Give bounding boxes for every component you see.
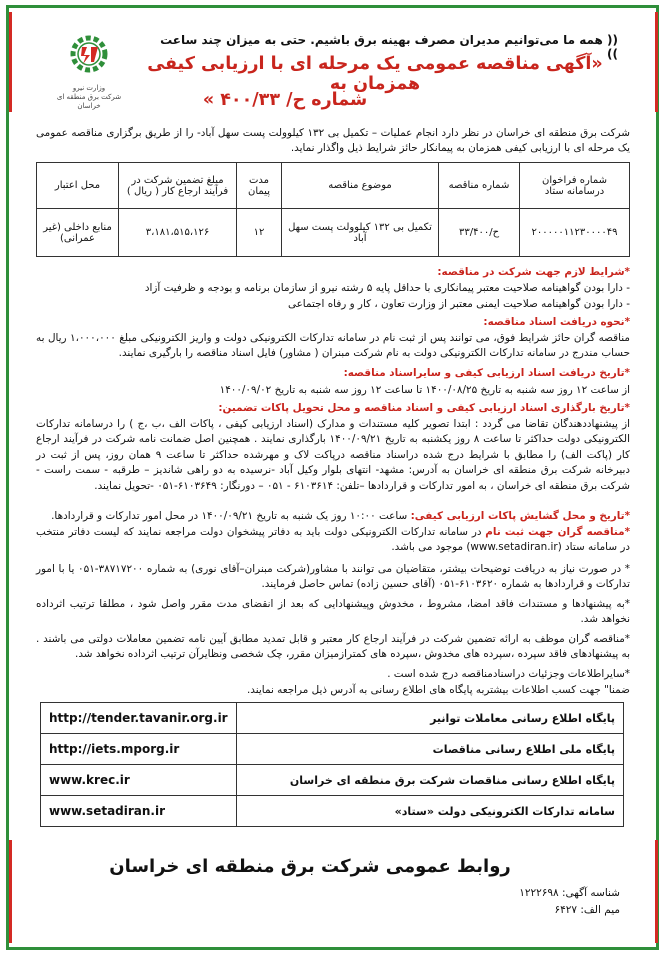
requirement-line: - دارا بودن گواهینامه صلاحیت ایمنی معتبر از وزارت تعاون ، کار و رفاه اجتماعی: [287, 298, 630, 310]
section-heading: *شرایط لازم جهت شرکت در مناقصه:: [437, 266, 630, 278]
section-heading: *مناقصه گران جهت ثبت نام: [485, 526, 631, 538]
section-text: * در صورت نیاز به دریافت توضیحات بیشتر، متقاضیان می توانند با مشاور(شرکت مبنران–آقای نوری) به شماره ۳۸۷۱۷۲۰۰-۰۵۱ یا با امور تدارکات و قراردادها به شماره ۶۱۰۳۶۲۰-۰۵۱ (آقای حسین زاده) تماس حاصل فرمایند.: [36, 563, 630, 591]
section-text: *سایراطلاعات وجزئیات دراسنادمناقصه درج شده است .: [387, 668, 630, 680]
table-header-cell: موضوع مناقصه: [282, 163, 439, 209]
section-heading: *نحوه دریافت اسناد مناقصه:: [483, 316, 630, 328]
logo-caption: شرکت برق منطقه ای خراسان: [56, 93, 122, 110]
link-label: سامانه تدارکات الکترونیکی دولت «ستاد»: [236, 796, 623, 827]
tender-info-table: [36, 162, 630, 257]
table-cell: ۳،۱۸۱،۵۱۵،۱۲۶: [119, 209, 237, 257]
section-text: از پیشنهاددهندگان تقاضا می گردد : ابتدا تصویر کلیه مستندات و مدارک (اسناد ارزیابی کیفی ، پاکات الف ،ب ،ج ) را درسامانه تدارکات الکترونیکی دولت حداکثر تا ساعت ۸ روز یکشنبه به تاریخ ۱۴۰۰/۰۹/۲۱ بارگذاری نمایند . همچنین اصل ضمانت نامه شرکت در فرآیند ارجاع کار (پاکت الف) را مطابق با شرایط درج شده دراسناد مناقصه درپاکت لاک و مهرشده حداکثر تا ساعت ۹ همان روز، پس از ثبت در دبیرخانه شرکت برق منطقه ای خراسان به آدرس: مشهد- انتهای بلوار وکیل آباد -نرسیده به دو راهی شاندیز – طرقبه - سمت راست - شرکت برق منطقه ای خراسان ، به امور تدارکات و قراردادها –تلفن: ۶۱۰۳۶۱۴ - ۰۵۱ – دورنگار: ۶۱۰۳۶۴۹-۰۵۱ -تحویل نمایند.: [36, 418, 630, 492]
section-text: از ساعت ۱۲ روز سه شنبه به تاریخ ۱۴۰۰/۰۸/۲۵ تا ساعت ۱۲ روز سه شنبه به تاریخ ۱۴۰۰/۰۹/۰۲: [219, 384, 630, 396]
link-row: [41, 796, 624, 827]
slogan: (( همه ما می‌توانیم مدیران مصرف بهینه برق باشیم. حتی به میزان چند ساعت )): [160, 33, 618, 61]
red-border-strip: [655, 840, 658, 943]
section-text: مناقصه گران حائز شرایط فوق، می توانند پس از ثبت نام در سامانه تدارکات الکترونیکی دولت و واریز الکترونیکی مبلغ ۱،۰۰۰،۰۰۰ ریال به حساب مندرج در سامانه تدارکات الکترونیکی دولت به نام شرکت مبنران ( مشاور) فایل اسناد مناقصه را بارگیری نمایند.: [36, 332, 630, 360]
link-row: [41, 703, 624, 734]
mim-alef-number: میم الف: ۶۴۲۷: [554, 904, 620, 916]
link-label: پایگاه ملی اطلاع رسانی مناقصات: [236, 734, 623, 765]
logo-caption: وزارت نیرو: [72, 84, 106, 92]
requirement-line: - دارا بودن گواهینامه صلاحیت معتبر پیمانکاری با حداقل پایه ۵ رشته نیرو از سازمان برنامه و بودجه و ظرفیت آزاد: [144, 282, 630, 294]
table-header-cell: شماره فراخوان درسامانه ستاد: [520, 163, 630, 209]
link-row: [41, 734, 624, 765]
table-header-cell: محل اعتبار: [37, 163, 119, 209]
tavanir-logo-icon: [61, 28, 117, 80]
notice-number: شماره ح/ ۴۰۰/۳۳ »: [202, 90, 368, 110]
section-inline-text: در سامانه تدارکات الکترونیکی دولت باید به دفاتر پیشخوان دولت مراجعه نمایند که لیست دفاتر منتخب در سامانه ستاد (www.setadiran.ir) موجود می باشد.: [36, 526, 630, 554]
section-text: [36, 509, 630, 524]
link-row: [41, 765, 624, 796]
link-url[interactable]: http://tender.tavanir.org.ir: [41, 703, 237, 734]
public-relations-signature: روابط عمومی شرکت برق منطقه ای خراسان: [109, 856, 511, 877]
section-text: [36, 525, 630, 556]
notice-title: «آگهی مناقصه عمومی یک مرحله ای با ارزیابی کیفی همزمان به: [147, 54, 603, 94]
section-heading: *تاریخ بارگذاری اسناد ارزیابی کیفی و اسناد مناقصه و محل تحویل پاکات تضمین:: [218, 402, 630, 414]
table-header-cell: مدت پیمان: [237, 163, 282, 209]
section-inline-text: ساعت ۱۰:۰۰ روز یک شنبه به تاریخ ۱۴۰۰/۰۹/۲۱ در محل امور تدارکات و قراردادها.: [51, 510, 411, 522]
table-cell: تکمیل بی ۱۳۲ کیلوولت پست سهل آباد: [282, 209, 439, 257]
table-cell: ح/۳۳/۴۰۰: [439, 209, 520, 257]
section-heading: *تاریخ و محل گشایش پاکات ارزیابی کیفی:: [410, 510, 630, 522]
links-table: [40, 702, 624, 827]
section-text: *به پیشنهادها و مستندات فاقد امضا، مشروط ، مخدوش وپیشنهادایی که بعد از انقضای مدت مقرر واصل شود ، مطلقا ترتیب اثرداده نخواهد شد.: [36, 598, 630, 626]
link-label: پایگاه اطلاع رسانی مناقصات شرکت برق منطقه ای خراسان: [236, 765, 623, 796]
section-heading: *تاریخ دریافت اسناد ارزیابی کیفی و سایراسناد مناقصه:: [343, 367, 630, 379]
red-border-strip: [9, 12, 12, 112]
table-cell: ۲۰۰۰۰۰۱۱۲۳۰۰۰۰۴۹: [520, 209, 630, 257]
link-label: پایگاه اطلاع رسانی معاملات توانیر: [236, 703, 623, 734]
link-url[interactable]: http://iets.mporg.ir: [41, 734, 237, 765]
link-url[interactable]: www.krec.ir: [41, 765, 237, 796]
table-header-row: [37, 163, 630, 209]
table-header-cell: شماره مناقصه: [439, 163, 520, 209]
section-text: ضمنا" جهت کسب اطلاعات بیشتربه پایگاه های اطلاع رسانی به آدرس ذیل مراجعه نمایند.: [247, 684, 630, 696]
table-row: [37, 209, 630, 257]
link-url[interactable]: www.setadiran.ir: [41, 796, 237, 827]
red-border-strip: [655, 12, 658, 112]
section-text: *مناقصه گران موظف به ارائه تضمین شرکت در فرآیند ارجاع کار معتبر و قابل تمدید مطابق آیین نامه تضمین معاملات دولتی می باشند . به پیشنهادهای فاقد سپرده ،سپرده های مخدوش ،سپرده های کمترازمیزان مقرر، چک شخصی ونظایرآن ترتیب اثرداده نخواهد شد.: [36, 633, 630, 661]
red-border-strip: [9, 840, 12, 943]
intro-paragraph: شرکت برق منطقه ای خراسان در نظر دارد انجام عملیات – تکمیل بی ۱۳۲ کیلوولت پست سهل آباد- را از طریق برگزاری مناقصه عمومی یک مرحله ای با ارزیابی کیفی همزمان به پیمانکار حائز شرایط ذیل واگذار نماید.: [36, 127, 630, 155]
company-logo: [52, 28, 126, 110]
table-header-cell: مبلغ تضمین شرکت در فرآیند ارجاع کار ( ریال ): [119, 163, 237, 209]
table-cell: ۱۲: [237, 209, 282, 257]
ad-id: شناسه آگهی: ۱۲۲۲۶۹۸: [519, 887, 620, 899]
table-cell: منابع داخلی (غیر عمرانی): [37, 209, 119, 257]
